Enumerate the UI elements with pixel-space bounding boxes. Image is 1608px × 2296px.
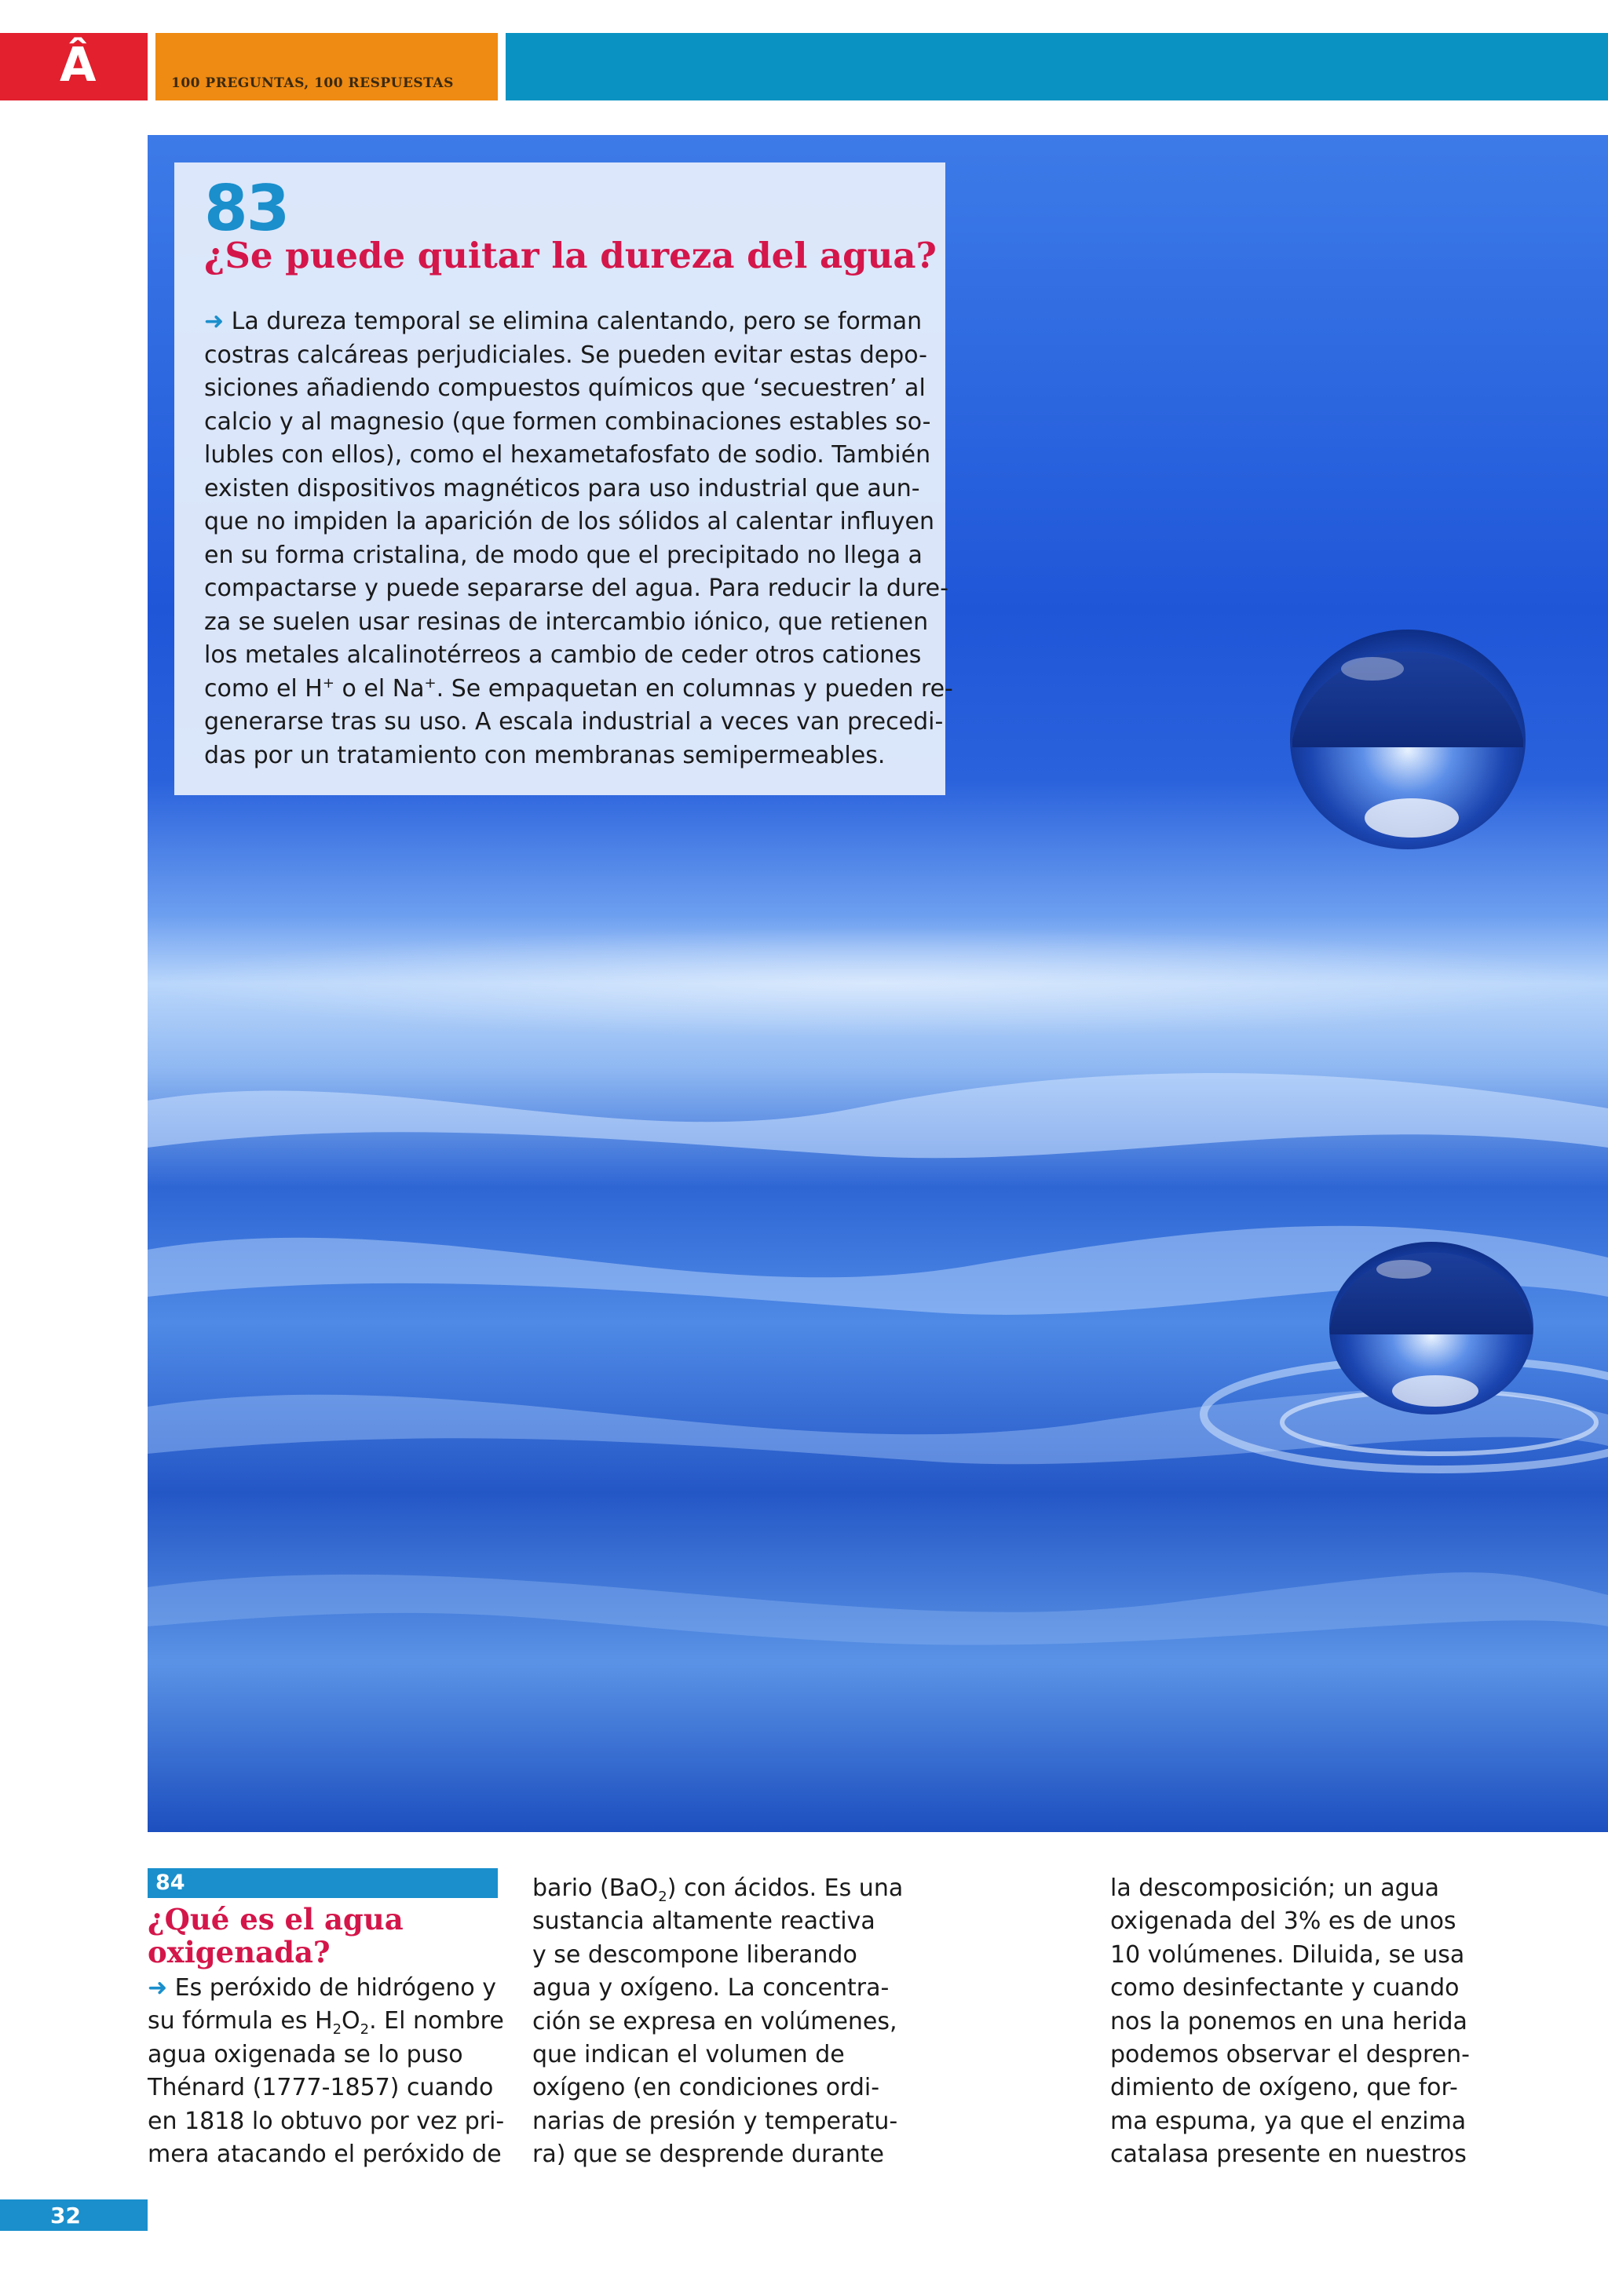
question-body: ➜ La dureza temporal se elimina calentando, pero se forman costras calcáreas perjudiciales. Se pueden evitar estas depo- siciones añadiendo compuestos químicos que ‘secuestren’ al calcio y al magnesio (que formen combinaciones estables so- lubles con ellos), como el hexametafosfato de sodio. También existen dispositivos magnéticos para uso industrial que aun- que no impiden la aparición de los sólidos al calentar influyen en su forma cristalina, de modo que el precipitado no llega a compactarse y puede separarse del agua. Para reducir la dure- za se suelen usar resinas de intercambio iónico, que retienen los metales alcalinotérreos a cambio de ceder otros cationes como el H+ o el Na+. Se empaquetan en columnas y pueden re- generarse tras su uso. A escala industrial a veces van precedi- das por un tratamiento con membranas semipermeables. xyxy=(204,308,953,769)
question-number: 84 xyxy=(155,1871,185,1895)
answer-column-2: bario (BaO$_2$) con ácidos. Es una sustancia altamente reactiva y se descompone liberando agua y oxígeno. La concentra- ción se expresa en volúmenes, que indican el volumen de oxígeno (en condiciones ordi- narias de presión y temperatu- ra) que se desprende durante xyxy=(532,1874,904,2169)
page-number: 32 xyxy=(50,2203,81,2228)
section-label: 100 PREGUNTAS, 100 RESPUESTAS xyxy=(171,75,454,91)
lower-drop xyxy=(1329,1242,1533,1414)
upper-drop xyxy=(1290,630,1526,849)
answer-column-1: ➜ Es peróxido de hidrógeno y su fórmula es $H_2O_2$. El nombre agua oxigenada se lo puso Thénard (1777-1857) cuando en 1818 lo obtuvo por vez pri- mera atacando el peróxido de xyxy=(148,1974,505,2169)
question-title: ¿Se puede quitar la dureza del agua? xyxy=(204,235,937,276)
page-number-tab xyxy=(0,2199,148,2231)
question-83-box xyxy=(174,162,953,795)
publisher-logo xyxy=(0,33,148,100)
question-number: 83 xyxy=(204,172,289,245)
question-84-title: ¿Qué es el agua oxigenada? xyxy=(148,1902,404,1969)
logo-text: Â xyxy=(60,38,95,93)
answer-column-3: la descomposición; un agua oxigenada del 3% es de unos 10 volúmenes. Diluida, se usa como desinfectante y cuando nos la ponemos en una herida podemos observar el despren- dimiento de oxígeno, que for- ma espuma, ya que el enzima catalasa presente en nuestros xyxy=(1110,1874,1470,2169)
header-bar xyxy=(506,33,1608,100)
arrow-icon: ➜ xyxy=(204,308,225,335)
section-header xyxy=(155,33,498,100)
question-84-tag xyxy=(148,1868,498,1898)
arrow-icon: ➜ xyxy=(148,1974,168,2002)
